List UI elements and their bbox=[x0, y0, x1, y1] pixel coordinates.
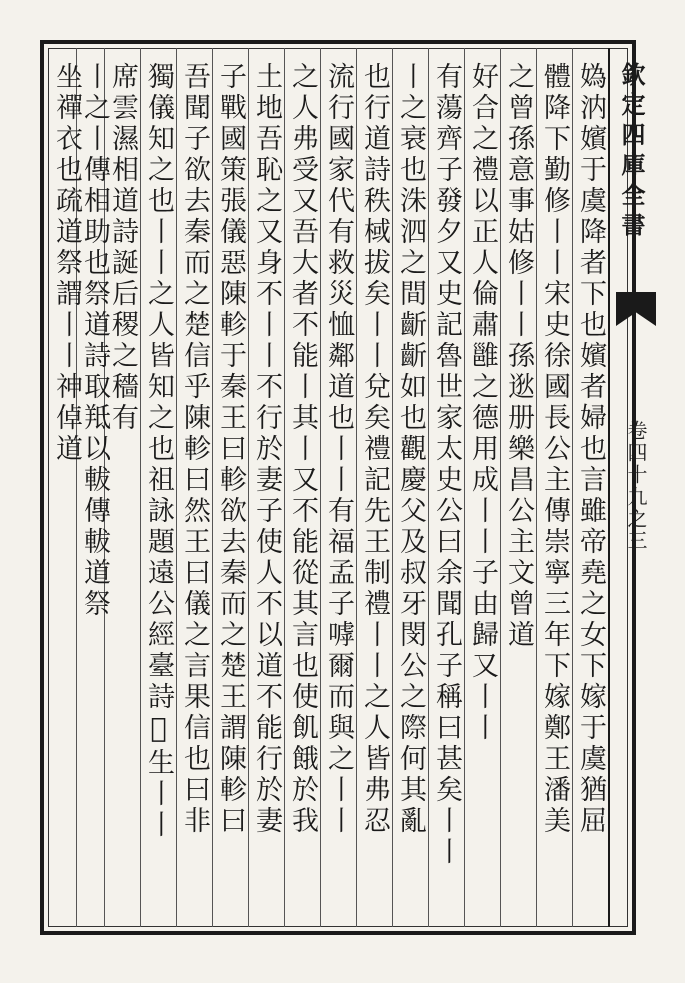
column-rule bbox=[140, 48, 141, 927]
book-title: 欽定四庫全書 bbox=[617, 62, 646, 242]
column-rule bbox=[536, 48, 537, 927]
text-column: 子戰國策張儀惡陳軫于秦王曰軫欲去秦而之楚王謂陳軫曰 bbox=[215, 62, 246, 837]
column-rule bbox=[572, 48, 573, 927]
column-rule bbox=[392, 48, 393, 927]
column-rule bbox=[356, 48, 357, 927]
text-column: 體降下勤修丨丨宋史徐國長公主傳崇寧三年下嫁鄭王潘美 bbox=[539, 62, 570, 837]
text-column: 土地吾恥之又身不丨丨不行於妻子使人不以道不能行於妻 bbox=[251, 62, 282, 837]
text-column: 流行國家代有救災恤鄰道也丨丨有福孟子嘑爾而與之丨丨 bbox=[323, 62, 354, 837]
text-column: 吾聞子欲去秦而之楚信乎陳軫曰然王曰儀之言果信也曰非 bbox=[179, 62, 210, 837]
column-rule bbox=[284, 48, 285, 927]
text-column: 席雲濕相道詩誕后稷之穡有 bbox=[107, 62, 138, 434]
volume-label: 卷四十九之三 bbox=[624, 420, 648, 552]
column-rule bbox=[248, 48, 249, 927]
column-rule bbox=[320, 48, 321, 927]
text-column: 坐禪衣也疏道祭謂丨丨神倬道 bbox=[51, 62, 82, 465]
text-column: 有蕩齊子發夕又史記魯世家太史公曰余聞孔子稱曰甚矣丨丨 bbox=[431, 62, 462, 868]
text-column: 之人弗受又吾大者不能丨其丨又不能從其言也使飢餓於我 bbox=[287, 62, 318, 837]
text-column: 好合之禮以正人倫肅雝之德用成丨丨子由歸又丨丨 bbox=[467, 62, 498, 744]
text-column: 媯汭嬪于虞降者下也嬪者婦也言雖帝堯之女下嫁于虞猶屈 bbox=[575, 62, 606, 837]
column-rule bbox=[212, 48, 213, 927]
column-rule bbox=[464, 48, 465, 927]
text-column: 也行道詩秩棫拔矣丨丨兌矣禮記先王制禮丨丨之人皆弗忍 bbox=[359, 62, 390, 837]
text-column: 丨之丨傳相助也祭道詩取羝以軷傳軷道祭 bbox=[79, 62, 110, 620]
column-rule bbox=[176, 48, 177, 927]
text-column: 獨儀知之也丨丨之人皆知之也祖詠題遠公經臺詩𧫷生丨丨 bbox=[143, 62, 174, 841]
column-rule bbox=[500, 48, 501, 927]
text-column: 之曾孫意事姑修丨丨孫逖册樂昌公主文曾道 bbox=[503, 62, 534, 651]
text-column: 丨之衰也洙泗之間齗齗如也觀慶父及叔牙閔公之際何其亂 bbox=[395, 62, 426, 837]
column-rule bbox=[428, 48, 429, 927]
